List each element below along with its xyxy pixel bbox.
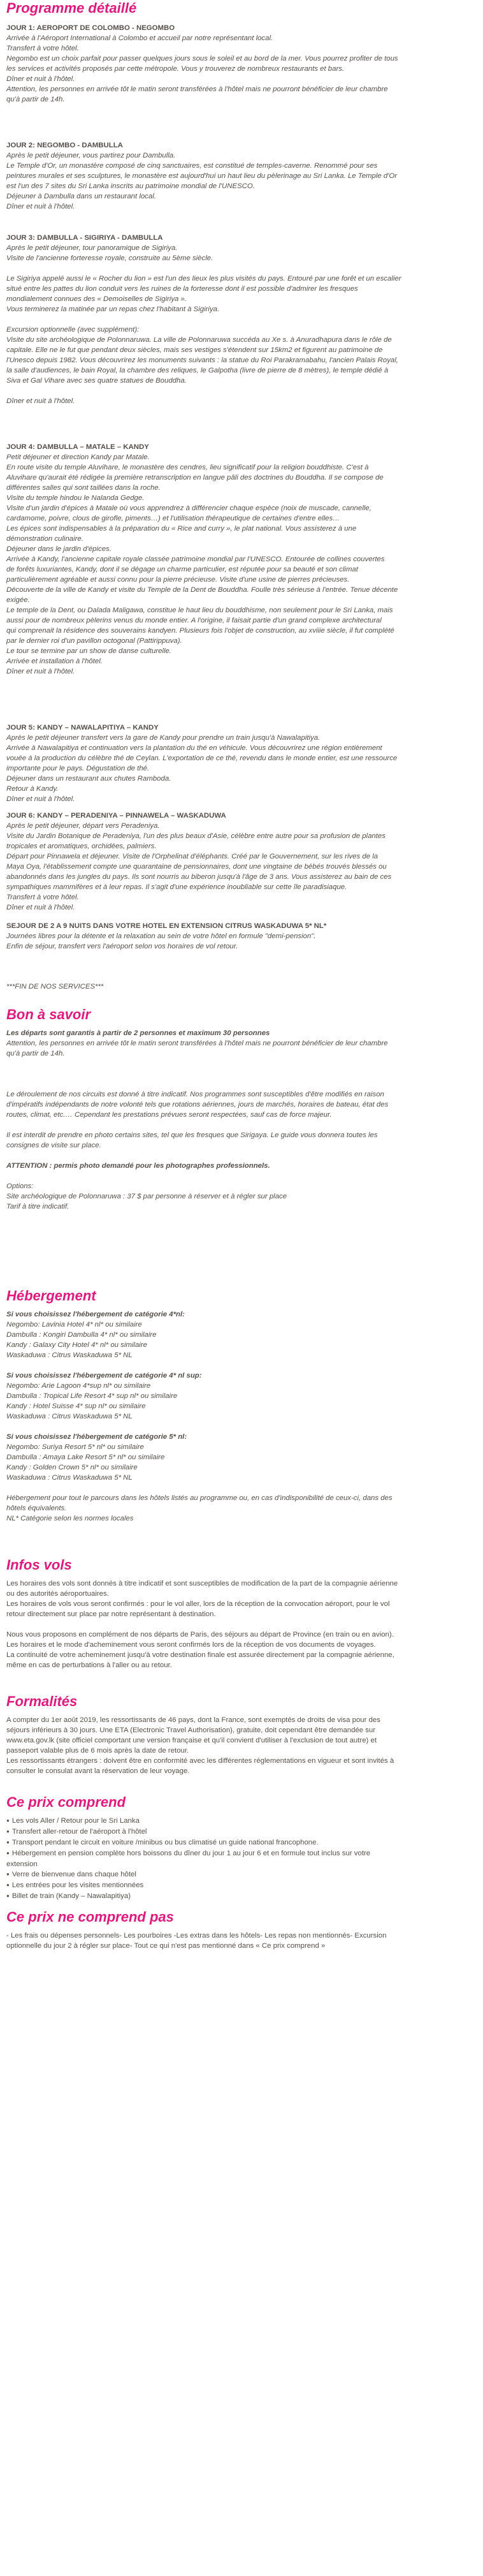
day3-line: Le Sigiriya appelé aussi le « Rocher du lion » est l'un des lieux les plus visités du pays. Entouré par une forêt et un escalier (6, 275, 401, 283)
day3-line: Après le petit déjeuner, tour panoramique de Sigiriya. (6, 244, 178, 252)
formalites-block (6, 1715, 477, 1776)
day2-line: est l'un des 7 sites du Sri Lanka inscrits au patrimoine mondial de l'UNESCO. (6, 182, 255, 190)
day6-line: Maya Oya, l'établissement compte une quarantaine de pensionnaires, dont une vingtaine de bébés trouvés blessés ou (6, 863, 387, 871)
day3-line: Siva et Gal Vihare avec ses quatre statues de Bouddha. (6, 377, 187, 385)
day4-line: de forêts luxuriantes, Kandy, dont il se dégage un charme particulier, est réputée pour sa beauté et son climat (6, 566, 358, 573)
day2-line: peintures murales et ses sculptures, le monastère est aujourd'hui un haut lieu du pèlerinage au Sri Lanka. Le Temple d'Or (6, 172, 398, 180)
day2-line: Déjeuner à Dambulla dans un restaurant local. (6, 193, 156, 200)
day6-line: Dîner et nuit à l'hôtel. (6, 904, 75, 911)
day6-block (6, 811, 477, 913)
cat4-head: Si vous choisissez l'hébergement de catégorie 4*nl: (6, 1311, 185, 1318)
hotel-line: Kandy : Hotel Suisse 4* sup nl* ou similaire (6, 1402, 146, 1410)
day4-line: Le tour se termine par un show de danse culturelle. (6, 647, 171, 655)
vols-lines2 (6, 1630, 477, 1670)
day3-lines3 (6, 325, 477, 386)
hotel-line: Dambulla : Amaya Lake Resort 5* nl* ou similaire (6, 1454, 165, 1461)
comprend-item: ● Transport pendant le circuit en voiture /minibus ou bus climatisé un guide national francophone. (6, 1837, 477, 1848)
day5-line: importante pour le pays. Dégustation de thé. (6, 765, 150, 772)
vols-line: Les horaires de vols vous seront confirmés : pour le vol aller, lors de la réception de la convocation aéroport, pour le vol (6, 1600, 390, 1608)
hebergement-line: Hébergement pour tout le parcours dans les hôtels listés au programme ou, en cas d'indisponibilité de ceux-ci, dans des (6, 1494, 393, 1502)
formalites-line: passeport valable plus de 6 mois après la date de retour. (6, 1747, 189, 1755)
day3-line: l'Unesco depuis 1982. Vous découvrirez les monuments suivants : la statue du Roi Parakramabahu, l'ancien Palais Royal, (6, 357, 398, 364)
day7-title: SEJOUR DE 2 A 9 NUITS DANS VOTRE HOTEL EN EXTENSION CITRUS WASKADUWA 5* NL* (6, 922, 327, 930)
day5-line: Retour à Kandy. (6, 785, 59, 793)
bon-bold: Les départs sont garantis à partir de 2 personnes et maximum 30 personnes (6, 1029, 270, 1037)
formalites-title: Formalités (6, 1693, 78, 1709)
vols-block (6, 1579, 477, 1670)
day4-line: Visite d'un jardin d'épices à Matale où vous apprendrez à différencier chaque espèce (noix de muscade, cannelle, (6, 504, 371, 512)
day1-line: Transfert à votre hôtel. (6, 45, 79, 52)
hotel-line: Dambulla : Kongiri Dambulla 4* nl* ou similaire (6, 1331, 157, 1339)
day4-line: cardamome, poivre, clous de girofle, piments…) et l'utilisation thérapeutique de certaines d'entre elles… (6, 515, 340, 522)
bon-line: Attention, les personnes en arrivée tôt le matin seront transférées à l'hôtel mais ne pourront bénéficier de leur chambre (6, 1040, 388, 1047)
bon-line: routes, climat, etc.… Cependant les prestations prévues seront respectées, sauf cas de force majeur. (6, 1111, 332, 1119)
day1-line: Attention, les personnes en arrivée tôt le matin seront transférées à l'hôtel mais ne pourront bénéficier de leur chambre (6, 85, 388, 93)
day3-line: mondialement connues des « Demoiselles de Sigiriya ». (6, 295, 187, 303)
day6-line: Transfert à votre hôtel. (6, 894, 79, 901)
day6-lines (6, 821, 477, 913)
day3-line: situé entre les pattes du lion conduit vers les ruines de la forteresse dont il est possible d'admirer les fresques (6, 285, 358, 293)
day4-line: Le temple de la Dent, ou Dalada Maligawa, constitue le haut lieu du bouddhisme, non seulement pour le Sri Lanka, mais (6, 607, 393, 614)
day3-line: Excursion optionnelle (avec supplément): (6, 326, 140, 334)
formalites-line: Les ressortissants étrangers : doivent être en conformité avec les différentes réglementations en vigueur et sont invités à (6, 1757, 394, 1765)
day6-line: Après le petit déjeuner, départ vers Peradeniya. (6, 822, 160, 830)
day3-line: Dîner et nuit à l'hôtel. (6, 397, 75, 405)
hotel-line: Kandy : Galaxy City Hotel 4* nl* ou similaire (6, 1341, 147, 1349)
day2-line: Dîner et nuit à l'hôtel. (6, 203, 75, 210)
comprend-item: ● Hébergement en pension complète hors boissons du dîner du jour 1 au jour 6 et en formule tout inclus sur votre (6, 1848, 477, 1859)
ne-comprend-title: Ce prix ne comprend pas (6, 1909, 174, 1925)
day4-line: Découverte de la ville de Kandy et visite du Temple de la Dent de Bouddha. Foulle très sérieuse à l'entrée. Tenue décente (6, 586, 398, 594)
end-note: ***FIN DE NOS SERVICES*** (6, 983, 104, 990)
day3-line: Visite du site archéologique de Polonnaruwa. La ville de Polonnaruwa succéda au Xe s. à Anuradhapura dans le rôle de (6, 336, 392, 344)
formalites-line: séjours inférieurs à 30 jours. Une ETA (Electronic Travel Authorisation), gratuite, doit cependant être demandée sur (6, 1726, 376, 1734)
bon-block (6, 1028, 477, 1212)
bon-line: Options: (6, 1182, 34, 1190)
programme-title: Programme détaillé (6, 0, 137, 16)
hotel-line: Negombo: Lavinia Hotel 4* nl* ou similaire (6, 1321, 142, 1328)
day3-line: la salle d'audiences, le bain Royal, la chambre des reliques, le Galpotha (livre de pierre de 8 mètres), le temple dédié à (6, 367, 389, 374)
bon-line: Il est interdit de prendre en photo certains sites, tel que les fresques que Sirigaya. Le guide vous donnera toutes les (6, 1131, 378, 1139)
vols-line: La continuité de votre acheminement jusqu'à votre destination finale est assurée directement par la compagnie aérienne, (6, 1651, 394, 1659)
day7-line: Enfin de séjour, transfert vers l'aéroport selon vos horaires de vol retour. (6, 943, 238, 950)
cat4-lines (6, 1320, 477, 1360)
formalites-lines (6, 1715, 477, 1776)
day4-line: Visite du temple hindou le Nalanda Gedge. (6, 494, 145, 502)
day5-line: Après le petit déjeuner transfert vers la gare de Kandy pour prendre un train jusqu'à Nawalapitiya. (6, 734, 321, 742)
day4-line: Les épices sont indispensables à la préparation du « Rice and curry », le plat national. Vous assisterez à une (6, 525, 357, 533)
day4-line: différentes salles qui sont taillées dans la roche. (6, 484, 161, 492)
comprend-item: ● Transfert aller-retour de l'aéroport à l'hôtel (6, 1827, 477, 1837)
bon-lines2 (6, 1089, 477, 1120)
bon-line: d'impératifs indépendants de notre volonté tels que rotations aériennes, jours de marchés, horaires de bateau, état des (6, 1101, 389, 1108)
day2-line: Après le petit déjeuner, vous partirez pour Dambulla. (6, 152, 176, 159)
comprend-block (6, 1816, 477, 1902)
day2-lines (6, 151, 477, 212)
hebergement-block (6, 1309, 477, 1524)
ne-comprend-block (6, 1931, 477, 1951)
day1-line: Negombo est un choix parfait pour passer quelques jours sous le soleil et au bord de la mer. Vous pourrez profiter de tous (6, 55, 398, 63)
bon-line: qu'à partir de 14h. (6, 1050, 65, 1057)
ne-comprend-line: optionnelle du jour 2 à régler sur place- Tout ce qui n'est pas mentionné dans « Ce prix comprend » (6, 1942, 326, 1950)
vols-line: ou des autorités aéroportuaires. (6, 1590, 109, 1598)
day7-block (6, 921, 477, 952)
cat5-head: Si vous choisissez l'hébergement de catégorie 5* nl: (6, 1433, 187, 1441)
day4-line: Arrivée et installation à l'hôtel. (6, 658, 103, 665)
day1-block (6, 23, 477, 105)
day2-line: Le Temple d'Or, un monastère composé de cinq sanctuaires, est constitué de temples-caverne. Renommé pour ses (6, 162, 378, 170)
day5-line: Dîner et nuit à l'hôtel. (6, 795, 75, 803)
day5-block (6, 723, 477, 804)
day5-line: Arrivée à Nawalapitiya et continuation vers la plantation du thé en véhicule. Vous découvrirez une région entièrement (6, 744, 382, 752)
cat4sup-head: Si vous choisissez l'hébergement de catégorie 4* nl sup: (6, 1372, 202, 1380)
day6-title: JOUR 6: KANDY – PERADENIYA – PINNAWELA – WASKADUWA (6, 812, 226, 820)
day4-line: exigée. (6, 596, 30, 604)
bon-lines4 (6, 1181, 477, 1212)
day6-line: abandonnés dans les jungles du pays. Ils sont nourris au biberon jusqu'à l'âge de 3 ans. Vous assisterez au bain de ces (6, 873, 392, 881)
bon-lines1 (6, 1038, 477, 1059)
day5-line: Déjeuner dans un restaurant aux chutes Ramboda. (6, 775, 171, 783)
cat5-lines (6, 1442, 477, 1483)
bon-title: Bon à savoir (6, 1006, 91, 1022)
hebergement-line: NL* Catégorie selon les normes locales (6, 1515, 134, 1522)
vols-line: Les horaires des vols sont donnés à titre indicatif et sont susceptibles de modification de la part de la compagnie aérienne (6, 1580, 398, 1587)
day5-line: vouée à la production du célèbre thé de Ceylan. L'exportation de ce thé, revendu dans le monde entier, est une ressource (6, 754, 398, 762)
day4-line: Arrivée à Kandy, l'ancienne capitale royale classée patrimoine mondial par l'UNESCO. Entourée de collines couvertes (6, 556, 385, 563)
hotel-line: Waskaduwa : Citrus Waskaduwa 5* NL (6, 1351, 133, 1359)
bon-line: Site archéologique de Polonnaruwa : 37 $ par personne à réserver et à régler sur place (6, 1193, 287, 1200)
day6-line: Visite du Jardin Botanique de Peradeniya, l'un des plus beaux d'Asie, célèbre entre autre pour sa profusion de plantes (6, 832, 386, 840)
comprend-items (6, 1816, 477, 1902)
vols-line: retour directement sur place par notre représentant à destination. (6, 1610, 216, 1618)
day3-title: JOUR 3: DAMBULLA - SIGIRIYA - DAMBULLA (6, 234, 163, 242)
vols-lines1 (6, 1579, 477, 1619)
day3-line: capitale. Elle ne le fut que pendant deux siècles, mais ses vestiges s'étendent sur 15km2 et figurent au patrimoine de (6, 346, 383, 354)
bon-line: consignes de visite sur place. (6, 1142, 101, 1149)
day4-line: aussi pour de nombreux pèlerins venus du monde entier. A l'origine, il faisait partie d'un grand complexe architectural (6, 617, 382, 624)
comprend-item: ● Billet de train (Kandy – Nawalapitiya) (6, 1891, 477, 1902)
hotel-line: Negombo: Arie Lagoon 4*sup nl* ou similaire (6, 1382, 151, 1390)
day3-block (6, 233, 477, 406)
day3-lines1 (6, 243, 477, 263)
day4-line: En route visite du temple Aluvihare, le monastère des cendres, lieu significatif pour la religion bouddhiste. C'est à (6, 464, 369, 471)
day4-line: qui comprenait la résidence des souverains kandyen. Plusieurs fois l'objet de construction, au xviiie siècle, il fut complété (6, 627, 394, 635)
day4-line: particulièrement agréable et aussi connu pour la pierre précieuse. Visite d'une usine de pierres précieuses. (6, 576, 350, 584)
day4-title: JOUR 4: DAMBULLA – MATALE – KANDY (6, 443, 149, 451)
comprend-item: ● Verre de bienvenue dans chaque hôtel (6, 1869, 477, 1880)
hotel-line: Dambulla : Tropical Life Resort 4* sup nl* ou similaire (6, 1392, 178, 1400)
day1-line: les services et activités proposés par cette métropole. Vous y trouverez de nombreux restaurants et bars. (6, 65, 345, 73)
comprend-item: extension (6, 1860, 38, 1868)
ne-comprend-line: - Les frais ou dépenses personnels- Les pourboires -Les extras dans les hôtels- Les repas non mentionnés- Excursion (6, 1932, 387, 1939)
cat4sup-lines (6, 1381, 477, 1422)
formalites-line: consulter le consulat avant la réservation de leur voyage. (6, 1767, 190, 1775)
comprend-item: ● Les vols Aller / Retour pour le Sri Lanka (6, 1816, 477, 1827)
bon-line: Tarif à titre indicatif. (6, 1203, 69, 1211)
day4-lines (6, 452, 477, 677)
bon-line: Le déroulement de nos circuits est donné à titre indicatif. Nos programmes sont susceptibles d'être modifiés en raison (6, 1091, 384, 1098)
hotel-line: Kandy : Golden Crown 5* nl* ou similaire (6, 1464, 138, 1471)
day3-lines4 (6, 396, 477, 406)
ne-comprend-lines (6, 1931, 477, 1951)
hotel-line: Waskaduwa : Citrus Waskaduwa 5* NL (6, 1474, 133, 1482)
vols-line: Les horaires et le mode d'acheminement vous seront confirmés lors de la réception de vos documents de voyages. (6, 1641, 376, 1649)
hebergement-lines (6, 1493, 477, 1524)
bon-attention: ATTENTION : permis photo demandé pour les photographes professionnels. (6, 1162, 270, 1170)
day4-line: Dîner et nuit à l'hôtel. (6, 668, 75, 675)
day1-line: Dîner et nuit à l'hôtel. (6, 75, 75, 83)
day3-lines2 (6, 274, 477, 314)
day5-lines (6, 733, 477, 804)
day6-line: sympathiques mammifères et à leur repas. Il s'agit d'une expérience inoubliable sur cette île paradisiaque. (6, 883, 347, 891)
day3-line: Visite de l'ancienne forteresse royale, construite au 5ème siècle. (6, 254, 213, 262)
day3-line: Vous terminerez la matinée par un repas chez l'habitant à Sigiriya. (6, 305, 220, 313)
formalites-line: www.eta.gov.lk (site officiel comportant une version française et qu'il convient d'utiliser à l'exclusion de tout autre) et (6, 1737, 377, 1744)
vols-title: Infos vols (6, 1557, 72, 1573)
day4-line: par le dernier roi d'un pavillon octogonal (Pattirippuva). (6, 637, 182, 645)
day2-title: JOUR 2: NEGOMBO - DAMBULLA (6, 142, 123, 149)
day4-block (6, 442, 477, 677)
day4-line: Petit déjeuner et direction Kandy par Matale. (6, 453, 150, 461)
day7-line: Journées libres pour la détente et la relaxation au sein de votre hôtel en formule "demi-pension". (6, 932, 316, 940)
day4-line: Aluvihare qu'aurait été rédigée la première retranscription en langue pâli des doctrines du Bouddha. Il se compose de (6, 474, 384, 482)
day4-line: démonstration culinaire. (6, 535, 83, 543)
hotel-line: Waskaduwa : Citrus Waskaduwa 5* NL (6, 1413, 133, 1420)
vols-line: Nous vous proposons en complément de nos départs de Paris, des séjours au départ de Province (en train ou en avion). (6, 1631, 394, 1638)
hebergement-title: Hébergement (6, 1288, 96, 1304)
vols-line: même en cas de perturbations à l'aller ou au retour. (6, 1661, 172, 1669)
day6-line: tropicales et aromatiques, orchidées, palmiers. (6, 843, 157, 850)
day1-line: qu'à partir de 14h. (6, 96, 65, 103)
day4-line: Déjeuner dans le jardin d'épices. (6, 545, 112, 553)
day5-title: JOUR 5: KANDY – NAWALAPITIYA – KANDY (6, 724, 159, 732)
day2-block (6, 140, 477, 212)
day6-line: Départ pour Pinnawela et déjeuner. Visite de l'Orphelinat d'éléphants. Créé par le Gouvernement, sur les rives de la (6, 853, 378, 860)
day1-lines (6, 33, 477, 105)
hotel-line: Negombo: Suriya Resort 5* nl* ou similaire (6, 1443, 144, 1451)
day1-line: Arrivée à l'Aéroport International à Colombo et accueil par notre représentant local. (6, 34, 273, 42)
formalites-line: A compter du 1er août 2019, les ressortissants de 46 pays, dont la France, sont exemptés de droits de visa pour des (6, 1716, 380, 1724)
comprend-title: Ce prix comprend (6, 1794, 126, 1810)
bon-lines3 (6, 1130, 477, 1151)
day7-lines (6, 931, 477, 952)
comprend-item: ● Les entrées pour les visites mentionnées (6, 1880, 477, 1891)
hebergement-line: hôtels équivalents. (6, 1505, 67, 1512)
day1-title: JOUR 1: AEROPORT DE COLOMBO - NEGOMBO (6, 24, 175, 32)
